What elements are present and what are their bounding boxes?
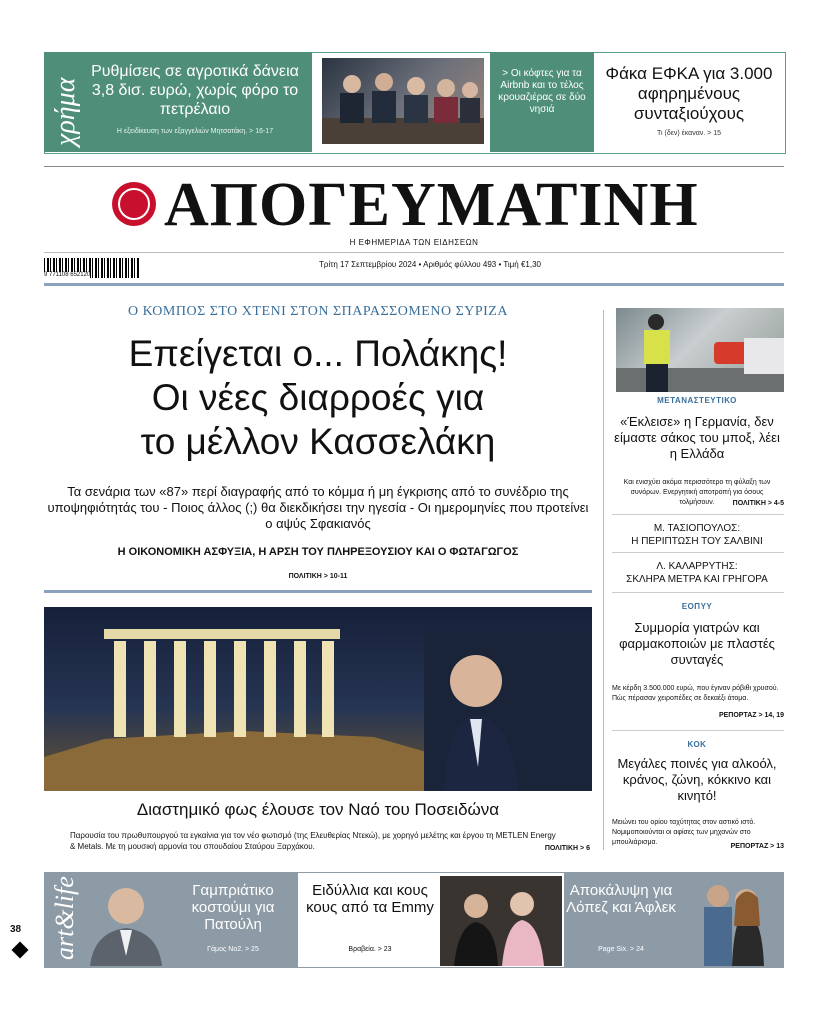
section-label-vertical: [46, 58, 81, 148]
couple-illustration: [680, 876, 780, 966]
celebrities-illustration: [440, 876, 562, 966]
top-banner-left-headline[interactable]: Ρυθμίσεις σε αγροτικά δάνεια 3,8 δισ. ευρώ, χωρίς φόρο το πετρέλαιο: [91, 63, 299, 118]
section-label-text: art&life: [50, 876, 79, 960]
hero-caption[interactable]: Διαστημικό φως έλουσε τον Ναό του Ποσειδώνα: [136, 800, 500, 819]
headline-line: το μέλλον Κασσελάκη: [140, 421, 496, 462]
page-number: 38: [10, 924, 22, 935]
right-story1-kicker: ΜΕΤΑΝΑΣΤΕΥΤΙΚΟ: [657, 396, 737, 405]
section-label-vertical: [46, 874, 79, 966]
opinion2-author: Λ. ΚΑΛΑΡΡΥΤΗΣ:: [656, 561, 738, 572]
right-story1-text: Και ενισχύει ακόμα περισσότερο τη φύλαξη των συνόρων. Ενεργητική αποτροπή για όσους τολμήσουν.: [623, 479, 771, 506]
police-checkpoint-illustration: [616, 308, 784, 392]
opinion1-title: Η ΠΕΡΙΠΤΩΣΗ ΤΟΥ ΣΑΛΒΙΝΙ: [631, 536, 763, 547]
bottom-item1-title[interactable]: Γαμπριάτικο κοστούμι για Πατούλη: [191, 882, 275, 933]
right-story1-headline[interactable]: «Έκλεισε» η Γερμανία, δεν είμαστε σάκος του μποξ, λέει η Ελλάδα: [614, 414, 780, 461]
right-story3-text: Μειώνει του ορίου ταχύτητας στον αστικό ιστό. Νομιμοποιούνται οι αφίσες των μηχανών στο μπουλιάρισμα.: [612, 819, 756, 846]
bottom-item3-title[interactable]: Αποκάλυψη για Λόπεζ και Άφλεκ: [566, 882, 676, 916]
divider: [44, 283, 784, 286]
main-story-strap: Η ΟΙΚΟΝΟΜΙΚΗ ΑΣΦΥΞΙΑ, Η ΑΡΣΗ ΤΟΥ ΠΛΗΡΕΞΟΥΣΙΟΥ ΚΑΙ Ο ΦΩΤΑΓΩΓΟΣ: [117, 546, 519, 558]
right-story3-ref[interactable]: ΡΕΠΟΡΤΑΖ > 13: [730, 843, 784, 850]
temple-photo-illustration: [44, 607, 592, 791]
right-story3-headline[interactable]: Μεγάλες ποινές για αλκοόλ, κράνος, ζώνη, κόκκινο και κινητό!: [617, 756, 777, 803]
divider: [44, 590, 592, 593]
couple-photo: [680, 876, 780, 966]
top-banner-photo: [322, 58, 484, 144]
opinion1[interactable]: [610, 522, 784, 548]
opinion2[interactable]: [610, 560, 784, 586]
top-banner-left-sub: Η εξειδίκευση των εξαγγελιών Μητσοτάκη. > 16-17: [116, 128, 274, 135]
right-story2-text: Με κέρδη 3.500.000 ευρώ, που έγιναν ρόβιθι χρυσού. Πώς πέρασαν χειροπέδες σε δεκαέξι άτομα.: [612, 685, 779, 702]
emmy-photo: [440, 876, 562, 966]
main-story-kicker: Ο ΚΟΜΠΟΣ ΣΤΟ ΧΤΕΝΙ ΣΤΟΝ ΣΠΑΡΑΣΣΟΜΕΝΟ ΣΥΡΙΖΑ: [128, 304, 508, 319]
top-banner-right-sub: Τι (δεν) έκαναν. > 15: [657, 130, 721, 137]
hero-text: Παρουσία του πρωθυπουργού τα εγκαίνια για τον νέο φωτισμό (της Ελευθερίας Ντεκώ), με χορηγό μελέτης και έργου τη METLEN Energy & Metals. Με τη μουσική αρμονία του σπουδαίου Σταύρου Ξαρχάκου.: [70, 831, 556, 851]
headline-line: Επείγεται ο... Πολάκης!: [128, 333, 508, 374]
opinion1-author: Μ. ΤΑΣΙΟΠΟΥΛΟΣ:: [653, 523, 741, 534]
barcode-number: 9 771108 652120: [44, 272, 91, 278]
right-story3-kicker: ΚΟΚ: [687, 740, 707, 749]
divider: [612, 730, 784, 731]
bottom-item1-ref: Γάμος Νο2. > 25: [207, 946, 259, 953]
newspaper-logo-icon: [112, 182, 156, 226]
right-story2-ref[interactable]: ΡΕΠΟΡΤΑΖ > 14, 19: [718, 712, 784, 719]
top-banner-middle-panel[interactable]: [490, 52, 594, 152]
divider: [612, 592, 784, 593]
main-story-deck: Τα σενάρια των «87» περί διαγραφής από το κόμμα ή μη έγκρισης από το συνέδριο της υποψηφιότητάς του - Ποιος άλλος (;) θα διεκδικήσει την ηγεσία - Οι ημερομηνίες που προτείνει ο αψύς Σφακιανός: [47, 484, 589, 531]
man-portrait-illustration: [78, 876, 172, 966]
police-photo: [616, 308, 784, 392]
bottom-item3-ref: Page Six. > 24: [598, 946, 644, 953]
column-divider: [603, 310, 604, 850]
divider: [44, 252, 784, 253]
top-banner-right-headline[interactable]: Φάκα ΕΦΚΑ για 3.000 αφηρημένους συνταξιούχους: [605, 64, 773, 123]
masthead-title: ΑΠΟΓΕΥΜΑΤΙΝΗ: [164, 171, 699, 239]
headline-line: Οι νέες διαρροές για: [151, 377, 485, 418]
divider: [612, 514, 784, 515]
bottom-item2-title[interactable]: Ειδύλλια και κους κους από τα Emmy: [306, 882, 434, 916]
main-story-ref[interactable]: ΠΟΛΙΤΙΚΗ > 10-11: [288, 573, 348, 580]
section-label-text: χρήμα: [50, 77, 81, 146]
officials-photo-illustration: [322, 58, 484, 144]
divider: [612, 552, 784, 553]
hero-photo: [44, 607, 592, 791]
masthead-tagline: Η ΕΦΗΜΕΡΙΔΑ ΤΩΝ ΕΙΔΗΣΕΩΝ: [349, 238, 479, 247]
hero-ref[interactable]: ΠΟΛΙΤΙΚΗ > 6: [544, 845, 590, 852]
main-story-headline[interactable]: [44, 332, 592, 464]
patoulis-photo: [78, 876, 172, 966]
divider: [44, 166, 784, 167]
right-story2-headline[interactable]: Συμμορία γιατρών και φαρμακοποιών με πλαστές συνταγές: [619, 620, 775, 667]
right-story1-ref[interactable]: ΠΟΛΙΤΙΚΗ > 4-5: [732, 500, 784, 507]
opinion2-title: ΣΚΛΗΡΑ ΜΕΤΡΑ ΚΑΙ ΓΡΗΓΟΡΑ: [626, 574, 768, 585]
top-banner-middle-text: > Οι κόφτες για τα Airbnb και το τέλος κρουαζιέρας σε δύο νησιά: [498, 68, 586, 115]
bottom-item2-ref: Βραβεία. > 23: [348, 946, 392, 953]
issue-line: Τρίτη 17 Σεπτεμβρίου 2024 • Αριθμός φύλλου 493 • Τιμή €1,30: [319, 260, 541, 269]
diamond-icon: [12, 942, 29, 959]
right-story2-kicker: ΕΟΠΥΥ: [681, 602, 713, 611]
